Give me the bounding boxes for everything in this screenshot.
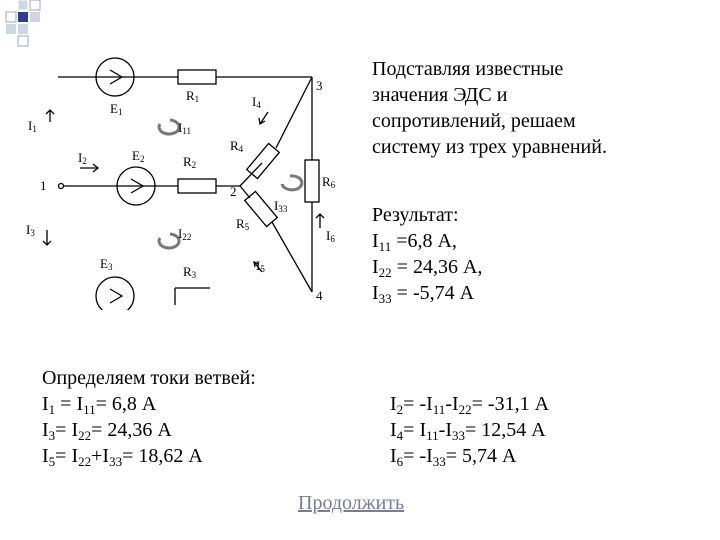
branch-i2: $I_2= -I_{11}-I_{22}= -31,1$ А [390, 393, 550, 417]
result-i33: $I_{33} = -5,74$ А [372, 282, 475, 306]
result-block [372, 202, 482, 306]
result-title: Результат: [372, 204, 459, 226]
result-i22: $I_{22} = 24,36$ А, [372, 256, 483, 280]
svg-text:I33: I33 [274, 198, 288, 214]
resistor-r5 [245, 191, 278, 226]
svg-text:R4: R4 [230, 138, 244, 154]
svg-text:R5: R5 [236, 216, 250, 232]
svg-text:4: 4 [316, 288, 323, 303]
svg-text:I2: I2 [78, 150, 87, 166]
description-line: значения ЭДС и [372, 84, 508, 106]
svg-text:2: 2 [230, 184, 237, 199]
svg-text:E1: E1 [110, 101, 123, 117]
svg-text:R1: R1 [186, 88, 200, 104]
result-i11: $I_{11} =6,8$ А, [372, 230, 457, 254]
resistor-r1 [178, 70, 216, 84]
circuit-diagram [0, 40, 370, 310]
svg-text:E3: E3 [100, 256, 113, 272]
svg-text:R2: R2 [183, 154, 197, 170]
svg-text:I5: I5 [256, 258, 265, 274]
branch-i6: $I_6= -I_{33}= 5,74$ А [390, 445, 517, 469]
svg-text:I11: I11 [178, 120, 192, 136]
svg-text:E2: E2 [132, 148, 145, 164]
description-line: сопротивлений, решаем [372, 110, 576, 132]
branches-title: Определяем токи ветвей: [42, 367, 256, 389]
resistor-r4 [247, 143, 280, 178]
resistor-r2 [178, 179, 216, 193]
svg-text:R3: R3 [183, 264, 197, 280]
description-text [372, 56, 607, 160]
branch-i5: $I_5= I_{22}+I_{33}= 18,62$ А [42, 445, 203, 469]
resistor-r6 [305, 160, 319, 202]
description-line: Подставляя известные [372, 58, 564, 80]
svg-text:1: 1 [40, 178, 47, 193]
svg-text:R6: R6 [322, 174, 336, 190]
branch-i3: $I_3= I_{22}= 24,36$ А [42, 419, 172, 443]
source-e3 [96, 277, 134, 310]
continue-link[interactable]: Продолжить [298, 492, 405, 514]
branch-currents-left [42, 365, 256, 469]
svg-text:I4: I4 [252, 94, 261, 110]
svg-text:I3: I3 [26, 222, 35, 238]
branch-i4: $I_4= I_{11}-I_{33}= 12,54$ А [390, 419, 546, 443]
svg-text:3: 3 [316, 78, 323, 93]
svg-text:I1: I1 [28, 118, 37, 134]
branch-i1: $I_1 = I_{11}= 6,8$ А [42, 393, 157, 417]
description-line: систему из трех уравнений. [372, 136, 607, 158]
svg-text:I6: I6 [326, 228, 335, 244]
svg-text:I22: I22 [178, 226, 192, 242]
branch-currents-right [390, 391, 549, 469]
